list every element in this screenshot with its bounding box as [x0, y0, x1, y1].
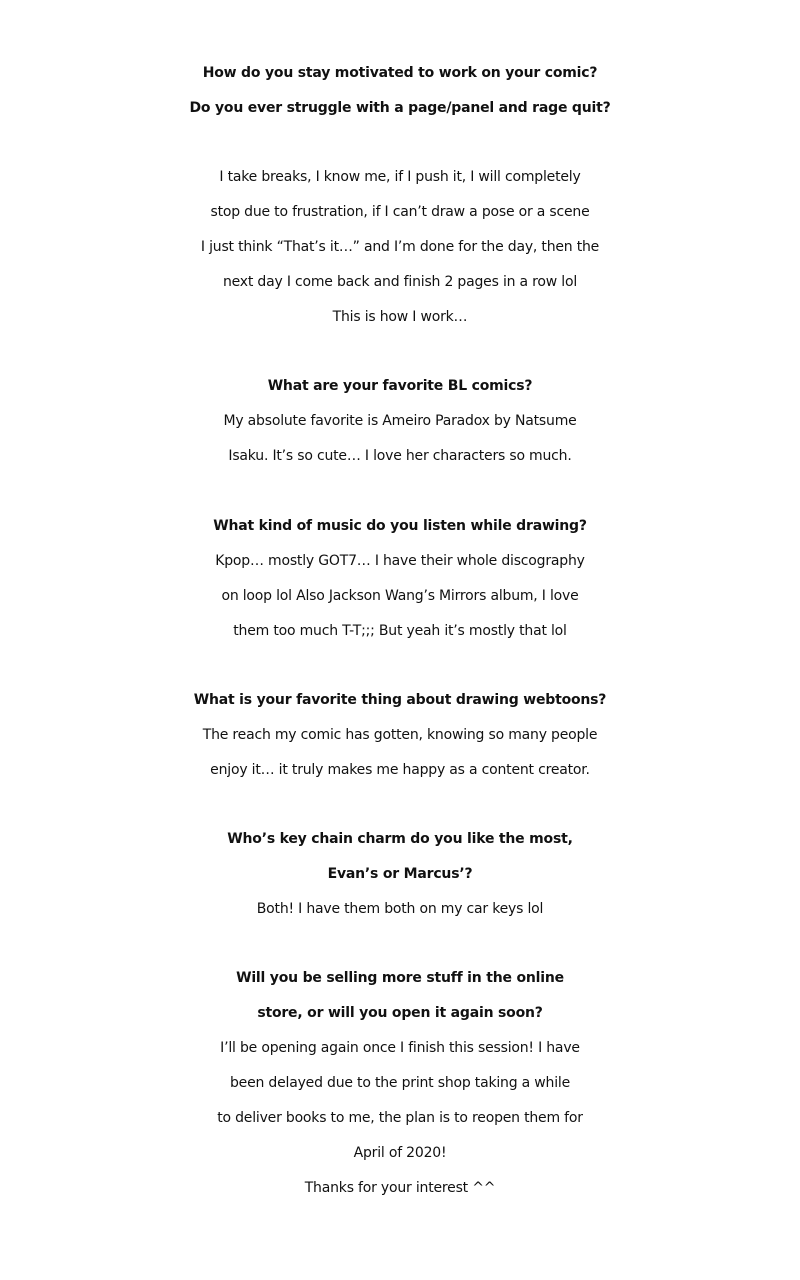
question-5-line-1: Who’s key chain charm do you like the most,: [227, 831, 573, 847]
answer-1-line-5: This is how I work…: [332, 309, 468, 325]
answer-6-line-3: to deliver books to me, the plan is to reopen them for: [217, 1110, 583, 1126]
answer-1-line-2: stop due to frustration, if I can’t draw a pose or a scene: [210, 204, 590, 220]
answer-6-line-1: I’ll be opening again once I finish this session! I have: [220, 1040, 580, 1056]
answer-6-line-5: Thanks for your interest ^^: [304, 1180, 496, 1196]
answer-6-line-2: been delayed due to the print shop taking a while: [229, 1075, 571, 1091]
answer-2-line-1: My absolute favorite is Ameiro Paradox by Natsume: [223, 413, 577, 429]
answer-5-line-1: Both! I have them both on my car keys lol: [256, 901, 544, 917]
question-6-line-2: store, or will you open it again soon?: [257, 1005, 543, 1021]
question-5-line-2: Evan’s or Marcus’?: [327, 866, 473, 882]
answer-2-line-2: Isaku. It’s so cute… I love her characters so much.: [228, 448, 572, 464]
answer-1-line-1: I take breaks, I know me, if I push it, I will completely: [219, 169, 581, 185]
question-2-line-1: What are your favorite BL comics?: [267, 378, 533, 394]
answer-4-line-2: enjoy it… it truly makes me happy as a content creator.: [210, 762, 590, 778]
answer-4-line-1: The reach my comic has gotten, knowing so many people: [202, 727, 598, 743]
question-1-line-2: Do you ever struggle with a page/panel and rage quit?: [189, 100, 611, 116]
question-3-line-1: What kind of music do you listen while drawing?: [213, 518, 587, 534]
answer-3-line-3: them too much T-T;;; But yeah it’s mostly that lol: [233, 623, 567, 639]
answer-1-line-3: I just think “That’s it…” and I’m done for the day, then the: [200, 239, 600, 255]
answer-3-line-2: on loop lol Also Jackson Wang’s Mirrors album, I love: [221, 588, 579, 604]
question-6-line-1: Will you be selling more stuff in the online: [236, 970, 564, 986]
answer-3-line-1: Kpop… mostly GOT7… I have their whole discography: [215, 553, 585, 569]
answer-6-line-4: April of 2020!: [353, 1145, 447, 1161]
question-1-line-1: How do you stay motivated to work on your comic?: [202, 65, 598, 81]
answer-1-line-4: next day I come back and finish 2 pages in a row lol: [222, 274, 578, 290]
question-4-line-1: What is your favorite thing about drawing webtoons?: [193, 692, 607, 708]
